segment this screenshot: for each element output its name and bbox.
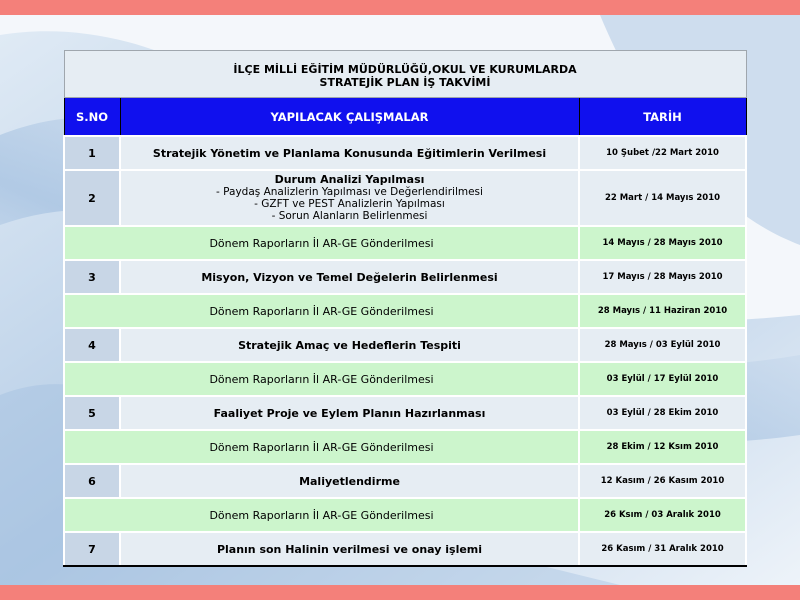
date-text: 03 Eylül / 28 Ekim 2010 bbox=[579, 396, 746, 430]
table-row bbox=[64, 136, 746, 170]
task-detail-line: - Paydaş Analizlerin Yapılması ve Değerlendirilmesi bbox=[216, 186, 483, 198]
row-number: 4 bbox=[64, 328, 120, 362]
task-text: Planın son Halinin verilmesi ve onay işlemi bbox=[120, 532, 579, 566]
report-text: Dönem Raporların İl AR-GE Gönderilmesi bbox=[64, 362, 579, 396]
table-row bbox=[64, 260, 746, 294]
date-text: 28 Mayıs / 03 Eylül 2010 bbox=[579, 328, 746, 362]
date-text: 17 Mayıs / 28 Mayıs 2010 bbox=[579, 260, 746, 294]
report-text: Dönem Raporların İl AR-GE Gönderilmesi bbox=[64, 226, 579, 260]
task-text bbox=[120, 170, 579, 226]
title-line-2: STRATEJİK PLAN İŞ TAKVİMİ bbox=[319, 76, 491, 89]
table-row bbox=[64, 464, 746, 498]
task-detail-line: - GZFT ve PEST Analizlerin Yapılması bbox=[254, 198, 445, 210]
date-text: 14 Mayıs / 28 Mayıs 2010 bbox=[579, 226, 746, 260]
table-row bbox=[64, 294, 746, 328]
title-line-1: İLÇE MİLLİ EĞİTİM MÜDÜRLÜĞÜ,OKUL VE KURUMLARDA bbox=[233, 63, 577, 76]
top-accent-bar bbox=[0, 0, 800, 15]
table-row bbox=[64, 170, 746, 226]
date-text: 26 Kasım / 31 Aralık 2010 bbox=[579, 532, 746, 566]
table-row bbox=[64, 430, 746, 464]
row-number: 2 bbox=[64, 170, 120, 226]
date-text: 12 Kasım / 26 Kasım 2010 bbox=[579, 464, 746, 498]
date-text: 26 Ksım / 03 Aralık 2010 bbox=[579, 498, 746, 532]
task-title: Durum Analizi Yapılması bbox=[274, 173, 425, 186]
task-text: Faaliyet Proje ve Eylem Planın Hazırlanması bbox=[120, 396, 579, 430]
task-text: Stratejik Amaç ve Hedeflerin Tespiti bbox=[120, 328, 579, 362]
date-text: 10 Şubet /22 Mart 2010 bbox=[579, 136, 746, 170]
table-row bbox=[64, 498, 746, 532]
date-text: 03 Eylül / 17 Eylül 2010 bbox=[579, 362, 746, 396]
row-number: 5 bbox=[64, 396, 120, 430]
report-text: Dönem Raporların İl AR-GE Gönderilmesi bbox=[64, 294, 579, 328]
task-text: Maliyetlendirme bbox=[120, 464, 579, 498]
table-row bbox=[64, 328, 746, 362]
row-number: 6 bbox=[64, 464, 120, 498]
task-text: Misyon, Vizyon ve Temel Değelerin Belirlenmesi bbox=[120, 260, 579, 294]
bottom-accent-bar bbox=[0, 585, 800, 600]
strategic-plan-table bbox=[63, 50, 747, 567]
report-text: Dönem Raporların İl AR-GE Gönderilmesi bbox=[64, 498, 579, 532]
task-detail-line: - Sorun Alanların Belirlenmesi bbox=[271, 210, 428, 222]
table-row bbox=[64, 396, 746, 430]
table-row bbox=[64, 362, 746, 396]
row-number: 3 bbox=[64, 260, 120, 294]
task-text: Stratejik Yönetim ve Planlama Konusunda Eğitimlerin Verilmesi bbox=[120, 136, 579, 170]
table-row bbox=[64, 226, 746, 260]
date-text: 28 Mayıs / 11 Haziran 2010 bbox=[579, 294, 746, 328]
header-row bbox=[64, 98, 746, 137]
date-text: 28 Ekim / 12 Ksım 2010 bbox=[579, 430, 746, 464]
header-task: YAPILACAK ÇALIŞMALAR bbox=[120, 98, 579, 137]
row-number: 1 bbox=[64, 136, 120, 170]
header-date: TARİH bbox=[579, 98, 746, 137]
header-sno: S.NO bbox=[64, 98, 120, 137]
date-text: 22 Mart / 14 Mayıs 2010 bbox=[579, 170, 746, 226]
table-title-row bbox=[64, 51, 746, 98]
row-number: 7 bbox=[64, 532, 120, 566]
table-title bbox=[64, 51, 746, 98]
report-text: Dönem Raporların İl AR-GE Gönderilmesi bbox=[64, 430, 579, 464]
table-row bbox=[64, 532, 746, 566]
